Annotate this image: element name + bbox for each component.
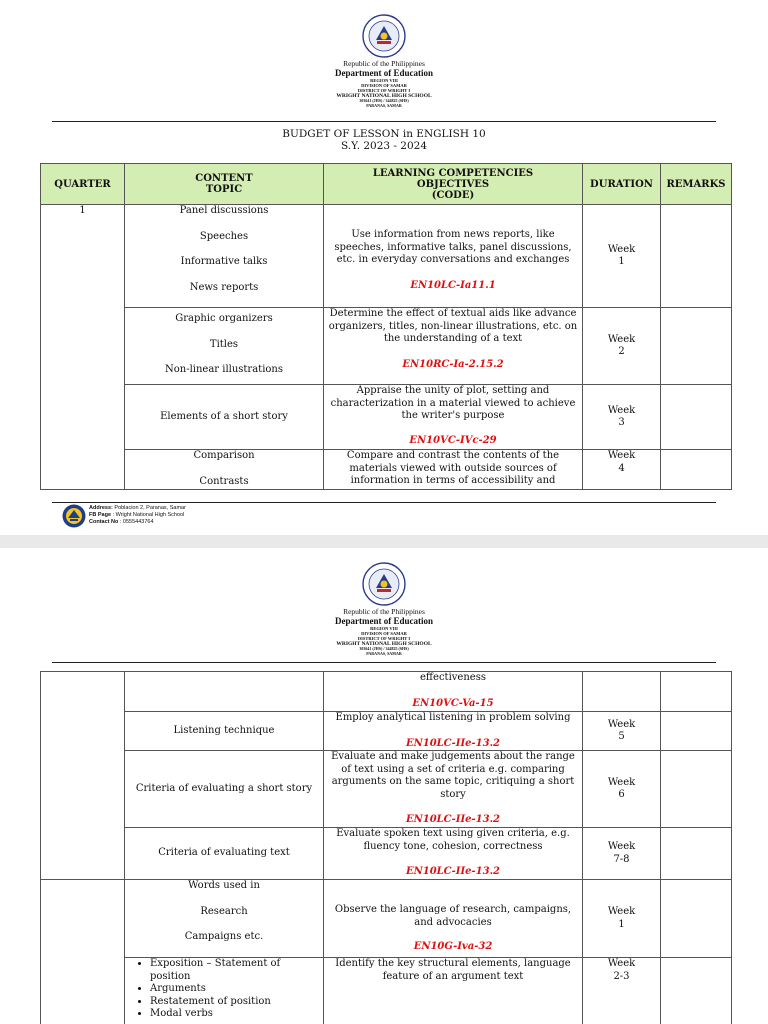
topic-item: Research (200, 905, 248, 917)
duration-cell (583, 828, 661, 880)
topic-cell: Criteria of evaluating text (125, 828, 324, 880)
region-text: REGION VIII (370, 626, 398, 631)
week-label: Week (607, 404, 636, 416)
header-rule (52, 662, 716, 663)
topic-bullet-list (128, 958, 320, 1021)
remarks-cell (661, 205, 732, 308)
topic-cell (125, 672, 324, 712)
table-row (41, 205, 732, 308)
footer-contact (89, 505, 186, 526)
remarks-cell (661, 385, 732, 450)
competency-cell: Compare and contrast the contents of the materials viewed with outside sources of information in terms of accessibility and (324, 450, 583, 490)
title-line-1: BUDGET OF LESSON in ENGLISH 10 (282, 128, 486, 140)
deped-seal-icon (362, 562, 406, 606)
department-text: Department of Education (335, 616, 433, 626)
lesson-table-page-1 (40, 163, 732, 490)
competency-text: Determine the effect of textual aids like advance organizers, titles, non-linear illustrations, etc. on the understanding of a text (328, 308, 578, 344)
topic-cell (125, 308, 324, 385)
duration-cell (583, 712, 661, 751)
col-comp-line2: OBJECTIVES (416, 178, 490, 190)
duration-cell (583, 958, 661, 1024)
col-remarks: REMARKS (661, 164, 732, 205)
week-label: Week (607, 718, 636, 730)
remarks-cell (661, 828, 732, 880)
page-separator (0, 535, 768, 548)
school-name: WRIGHT NATIONAL HIGH SCHOOL (336, 641, 432, 647)
table-row (41, 385, 732, 450)
topic-cell: Elements of a short story (125, 385, 324, 450)
list-item: • Restatement of position (150, 996, 320, 1009)
col-content-topic (125, 164, 324, 205)
topic-item: Titles (209, 338, 239, 350)
school-ids: 303641 (JHS) / 344825 (SHS) (359, 646, 409, 651)
footer-address: Address: Poblacion 2, Paranas, Samar (89, 505, 186, 511)
remarks-cell (661, 712, 732, 751)
document-title (0, 128, 768, 152)
lesson-table-page-2 (40, 671, 732, 1024)
topic-item: Non-linear illustrations (164, 364, 283, 375)
topic-item: Informative talks (180, 256, 268, 267)
district-text: DISTRICT OF WRIGHT I (357, 88, 411, 93)
competency-code: EN10VC-Va-15 (412, 697, 494, 709)
remarks-cell (661, 751, 732, 828)
competency-cell (324, 828, 583, 880)
school-location: PARANAS, SAMAR (366, 102, 402, 108)
competency-code: EN10VC-IVc-29 (409, 434, 497, 446)
topic-cell: Listening technique (125, 712, 324, 751)
col-duration: DURATION (583, 164, 661, 205)
table-row (41, 828, 732, 880)
competency-code: EN10RC-Ia-2.15.2 (402, 358, 504, 370)
competency-code: EN10G-Iva-32 (413, 941, 493, 952)
table-row (41, 958, 732, 1024)
footer-contact-no: Contact No : 0555443764 (89, 519, 154, 525)
department-text: Department of Education (335, 68, 433, 78)
competency-cell (324, 205, 583, 308)
week-number: 2-3 (613, 970, 630, 982)
school-location: PARANAS, SAMAR (366, 650, 402, 656)
competency-cell (324, 385, 583, 450)
competency-code: EN10LC-IIe-13.2 (405, 737, 501, 749)
topic-item: Campaigns etc. (184, 931, 264, 942)
table-row (41, 450, 732, 490)
week-number: 7-8 (613, 853, 630, 865)
week-number: 2 (618, 346, 625, 357)
week-label: Week (607, 450, 636, 461)
topic-item: Words used in (188, 880, 260, 891)
topic-item: Graphic organizers (175, 313, 273, 324)
topic-item: Panel discussions (179, 205, 269, 216)
quarter-cell: 1 (41, 205, 125, 490)
competency-cell (324, 308, 583, 385)
week-number: 1 (618, 918, 625, 930)
competency-cell (324, 751, 583, 828)
col-comp-line1: LEARNING COMPETENCIES (372, 167, 534, 179)
week-label: Week (607, 243, 636, 255)
district-text: DISTRICT OF WRIGHT I (357, 636, 411, 641)
week-label: Week (607, 841, 636, 852)
topic-item: Comparison (193, 450, 255, 461)
competency-cell (324, 672, 583, 712)
topic-cell (125, 958, 324, 1024)
republic-text: Republic of the Philippines (343, 59, 425, 68)
topic-item: Speeches (199, 230, 249, 242)
competency-code: EN10LC-IIe-13.2 (405, 814, 501, 825)
school-logo-icon (62, 504, 86, 528)
week-number: 4 (618, 462, 625, 474)
table-row (41, 672, 732, 712)
remarks-cell (661, 672, 732, 712)
competency-text: Evaluate and make judgements about the range of text using a set of criteria e.g. comparing arguments on the same topic, critiquing a short story (331, 751, 575, 800)
republic-text: Republic of the Philippines (343, 607, 425, 616)
page-2 (0, 548, 768, 1024)
region-text: REGION VIII (370, 78, 398, 83)
topic-item: News reports (189, 281, 259, 293)
table-row (41, 712, 732, 751)
letterhead (0, 14, 768, 108)
table-row (41, 751, 732, 828)
week-number: 6 (618, 789, 625, 800)
footer-rule (52, 502, 716, 503)
duration-cell (583, 385, 661, 450)
topic-cell (125, 450, 324, 490)
week-label: Week (607, 333, 636, 345)
week-label: Week (607, 906, 636, 917)
duration-cell (583, 450, 661, 490)
table-header-row (41, 164, 732, 205)
header-rule (52, 121, 716, 122)
week-label: Week (607, 776, 636, 788)
deped-seal-icon (362, 14, 406, 58)
competency-text: Observe the language of research, campaigns, and advocacies (334, 904, 572, 928)
competency-code: EN10LC-Ia11.1 (410, 279, 496, 291)
col-competencies (324, 164, 583, 205)
week-number: 3 (618, 417, 625, 428)
col-quarter: QUARTER (41, 164, 125, 205)
footer-fb: FB Page : Wright National High School (89, 512, 185, 518)
duration-cell (583, 751, 661, 828)
list-item: • Arguments (150, 983, 320, 996)
remarks-cell (661, 450, 732, 490)
title-line-2: S.Y. 2023 - 2024 (340, 140, 428, 152)
topic-cell: Criteria of evaluating a short story (125, 751, 324, 828)
table-row (41, 308, 732, 385)
list-item: • Modal verbs (150, 1008, 320, 1021)
competency-text: Evaluate spoken text using given criteria, e.g. fluency tone, cohesion, correctness (336, 828, 570, 852)
week-label: Week (607, 958, 636, 969)
topic-cell (125, 880, 324, 958)
competency-cell: Identify the key structural elements, language feature of an argument text (324, 958, 583, 1024)
topic-cell (125, 205, 324, 308)
competency-text: Employ analytical listening in problem solving (335, 712, 571, 723)
competency-text: effectiveness (420, 672, 486, 683)
competency-text: Appraise the unity of plot, setting and characterization in a material viewed to achieve the writer's purpose (330, 385, 576, 421)
col-comp-line3: (CODE) (431, 189, 475, 201)
division-text: DIVISION OF SAMAR (361, 631, 407, 636)
division-text: DIVISION OF SAMAR (361, 83, 407, 88)
competency-text: Use information from news reports, like speeches, informative talks, panel discussions, etc. in everyday conversations and exchanges (334, 229, 572, 265)
duration-cell (583, 672, 661, 712)
school-name: WRIGHT NATIONAL HIGH SCHOOL (336, 93, 432, 99)
table-row (41, 880, 732, 958)
duration-cell (583, 205, 661, 308)
competency-code: EN10LC-IIe-13.2 (405, 866, 501, 877)
remarks-cell (661, 958, 732, 1024)
duration-cell (583, 308, 661, 385)
quarter-cell (41, 672, 125, 880)
letterhead (0, 562, 768, 656)
col-topic-line1: CONTENT (195, 173, 253, 184)
competency-cell (324, 880, 583, 958)
col-topic-line2: TOPIC (205, 184, 243, 195)
topic-item: Contrasts (199, 475, 249, 487)
week-number: 1 (618, 256, 625, 267)
remarks-cell (661, 880, 732, 958)
school-ids: 303641 (JHS) / 344825 (SHS) (359, 98, 409, 103)
competency-cell (324, 712, 583, 751)
week-number: 5 (618, 731, 625, 742)
quarter-cell (41, 880, 125, 1024)
list-item: • Exposition – Statement of position (150, 958, 320, 983)
duration-cell (583, 880, 661, 958)
remarks-cell (661, 308, 732, 385)
